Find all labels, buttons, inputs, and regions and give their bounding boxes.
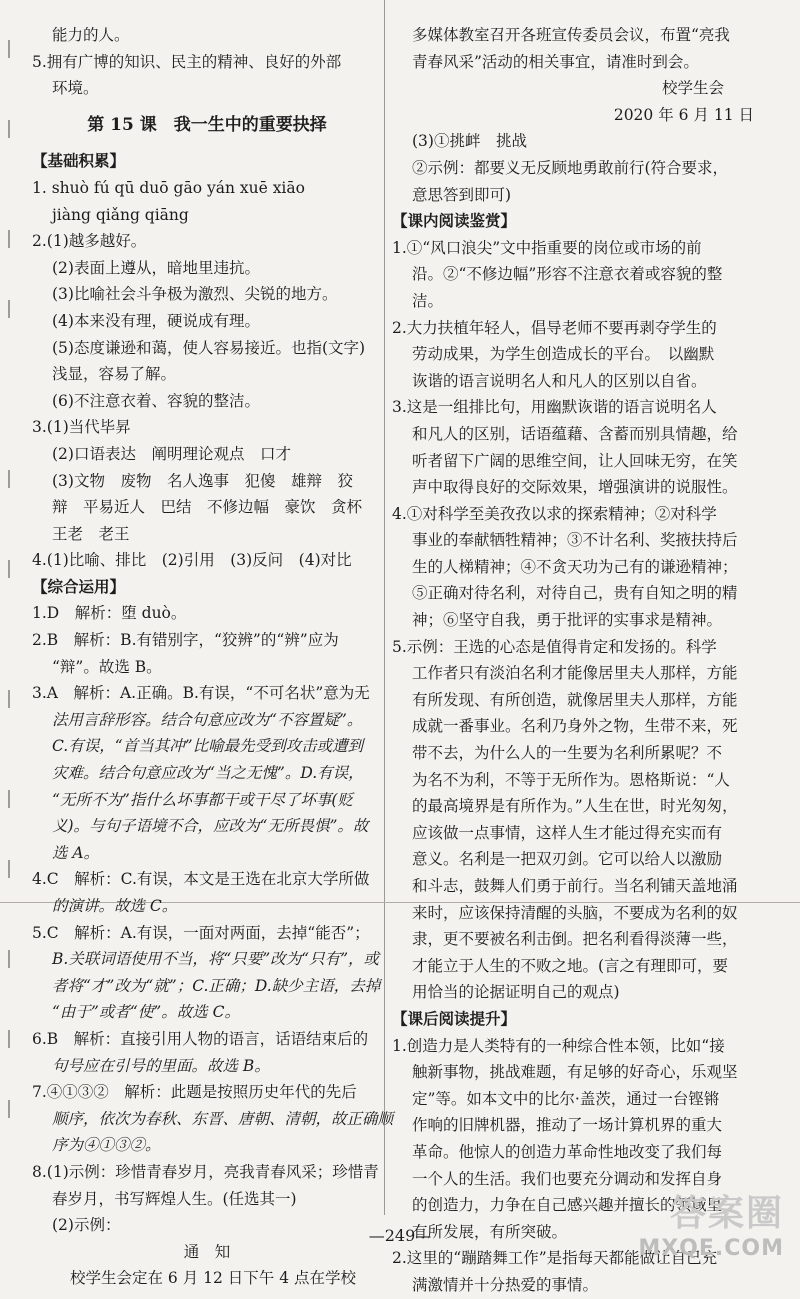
answer-line: 事业的奉献牺牲精神；③不计名利、奖掖扶持后 [412,531,738,550]
answer-line: 2.大力扶植年轻人，倡导老师不要再剥夺学生的 [392,318,717,337]
answer-line: C.有误，“首当其冲”比喻最先受到攻击或遭到 [52,737,364,756]
answer-line: 4.C 解析：C.有误，本文是王选在北京大学所做 [32,870,370,889]
watermark-site: MXQE.COM [638,1236,784,1261]
answer-line: 顺序，依次为春秋、东晋、唐朝、清朝，故正确顺 [52,1109,394,1128]
answer-line: 3.A 解析：A.正确。B.有误，“不可名状”意为无 [32,684,370,703]
answer-line: 选 A。 [52,843,100,862]
answer-line: “由于”或者“使”。故选 C。 [52,1003,240,1022]
answer-line: 听者留下广阔的思维空间，让人回味无穷，在笑 [412,451,738,470]
answer-line: 序为④①③②。 [52,1136,161,1155]
answer-line: 者将“才”改为“就”；C.正确；D.缺少主语，去掉 [52,976,381,995]
answer-line: 神；⑥坚守自我，勇于批评的实事求是精神。 [412,611,723,630]
answer-line: 的最高境界是有所作为。”人生在世，时光匆匆， [412,797,738,816]
answer-line: 1. shuò fú qū duō gāo yán xuē xiāo [32,178,305,197]
answer-line: 2.B 解析：B.有错别字，“狡辨”的“辨”应为 [32,631,339,650]
answer-line: (3)比喻社会斗争极为激烈、尖锐的地方。 [52,285,338,304]
column-divider [384,0,385,1215]
answer-line: 革命。他惊人的创造力革命性地改变了我们每 [412,1142,723,1161]
answer-line: 的创造力，力争在自己感兴趣并擅长的领域里 [412,1196,723,1215]
answer-line: 应该做一点事情，这样人生才能过得充实而有 [412,823,723,842]
notice-line: 多媒体教室召开各班宣传委员会议，布置“亮我 [412,26,730,44]
answer-line: 春岁月，书写辉煌人生。(任选其一) [52,1189,297,1208]
answer-line: 劳动成果，为学生创造成长的平台。 以幽默 [412,345,715,364]
answer-line: (2)口语表达 阐明理论观点 口才 [52,444,291,463]
notice-signature: 校学生会 [661,79,724,98]
answer-line: 8.(1)示例：珍惜青春岁月，亮我青春风采；珍惜青 [32,1162,379,1181]
answer-line: 为名不为利，不等于无所作为。恩格斯说：“人 [412,770,730,789]
answer-line: 4.(1)比喻、排比 (2)引用 (3)反问 (4)对比 [32,551,352,570]
answer-line: (3)①挑衅 挑战 [412,132,527,151]
answer-line: (3)文物 废物 名人逸事 犯傻 雄辩 狡 [52,471,353,490]
answer-line: 浅显，容易了解。 [52,365,177,384]
left-margin-edge [0,0,30,1273]
text-line: 5.拥有广博的知识、民主的精神、良好的外部 [32,52,342,71]
answer-line: 校学生会定在 6 月 12 日下午 4 点在学校 [70,1269,357,1288]
answer-line: 来时，应该保持清醒的头脑，不要成为名利的奴 [412,903,738,922]
answer-line: 诙谐的语言说明名人和凡人的区别以自省。 [412,371,707,390]
answer-line: 定”等。如本文中的比尔·盖茨，通过一台铿锵 [412,1089,720,1108]
answer-line: 义)。与句子语境不合，应改为“无所畏惧”。故 [52,817,369,836]
section-heading-apply: 【综合运用】 [32,576,126,596]
watermark-logo-text: 答案圈 [669,1193,784,1234]
text-line: 能力的人。 [52,26,130,44]
answer-line: ⑤正确对待名利，对待自己，贵有自知之明的精 [412,584,738,603]
section-heading-basic: 【基础积累】 [32,151,126,171]
right-column [392,22,762,1299]
notice-date: 2020 年 6 月 11 日 [613,105,754,124]
section-heading-after: 【课后阅读提升】 [392,1008,517,1028]
answer-line: ②示例：都要义无反顾地勇敢前行(符合要求， [412,158,729,177]
answer-line: 隶，更不要被名利击倒。把名利看得淡薄一些， [412,930,738,949]
answer-line: 声中取得良好的交际效果，增强演讲的说服性。 [412,478,738,497]
answer-line: 用恰当的论据证明自己的观点) [412,983,620,1002]
answer-line: 灾难。结合句意应改为“当之无愧”。D.有误， [52,764,364,783]
answer-line: 和斗志，鼓舞人们勇于前行。当名利铺天盖地涌 [412,877,738,895]
answer-line: 带不去，为什么人的一生要为名利所累呢？不 [412,744,723,763]
answer-line: (4)本来没有理，硬说成有理。 [52,311,260,330]
answer-line: 作响的旧牌机器，推动了一场计算机界的重大 [412,1116,723,1135]
answer-line: 句号应在引号的里面。故选 B。 [52,1056,270,1075]
text-line: 环境。 [52,79,99,98]
answer-line: (2)示例： [52,1216,121,1235]
answer-line: 王老 老王 [52,524,130,543]
answer-line: 2.(1)越多越好。 [32,232,147,251]
answer-line: (6)不注意衣着、容貌的整洁。 [52,391,260,410]
watermark-logo [638,1185,784,1261]
lesson-title: 第 15 课 我一生中的重要抉择 [87,114,327,135]
answer-line: 满激情并十分热爱的事情。 [412,1275,599,1294]
answer-line: 1.D 解析：堕 duò。 [32,604,187,623]
answer-line: “辩”。故选 B。 [52,657,162,676]
answer-line: 沿。②“不修边幅”形容不注意衣着或容貌的整 [412,265,723,284]
answer-line: 3.这是一组排比句，用幽默诙谐的语言说明名人 [392,398,717,417]
answer-line: 1.①“风口浪尖”文中指重要的岗位或市场的前 [392,238,702,257]
answer-line: 2.这里的“蹦踏舞工作”是指每天都能做让自己充 [392,1249,718,1268]
answer-line: 5.C 解析：A.有误，一面对两面，去掉“能否”； [32,923,370,942]
answer-line: 成就一番事业。名利乃身外之物，生带不来，死 [412,717,738,736]
answer-line: 和凡人的区别，话语蕴藉、含蓄而别具情趣，给 [412,424,738,443]
answer-line: 意思答到即可) [412,185,512,204]
answer-line: (5)态度谦逊和蔼，使人容易接近。也指(文字) [52,338,366,357]
answer-line: 7.④①③② 解析：此题是按照历史年代的先后 [32,1083,357,1102]
answer-line: 意义。名利是一把双刃剑。它可以给人以激励 [412,850,723,869]
answer-line: 洁。 [412,291,444,310]
notice-line: 青春风采”活动的相关事宜，请准时到会。 [412,52,699,71]
left-column [32,22,394,1292]
answer-line: 6.B 解析：直接引用人物的语言，话语结束后的 [32,1029,369,1048]
answer-line: 生的人梯精神；④不贪天功为己有的谦逊精神； [412,557,738,576]
answer-line: 工作者只有淡泊名利才能像居里夫人那样，方能 [412,664,738,683]
answer-line: 1.创造力是人类特有的一种综合性本领，比如“接 [392,1036,725,1055]
answer-line: 才能立于人生的不败之地。(言之有理即可，要 [412,956,729,975]
notice-title: 通 知 [183,1242,231,1261]
answer-line: (2)表面上遵从，暗地里违抗。 [52,258,260,277]
answer-line: 4.①对科学至美孜孜以求的探索精神；②对科学 [392,504,717,523]
answer-line: 的演讲。故选 C。 [52,897,178,915]
answer-line: 有所发展，有所突破。 [412,1222,568,1241]
answer-line: 法用言辞形容。结合句意应改为“不容置疑”。 [52,710,363,729]
answer-line: 一个人的生活。我们也要充分调动和发挥自身 [412,1169,723,1188]
answer-line: B.关联词语使用不当，将“只要”改为“只有”，或 [52,950,380,969]
page-number: —249— [368,1226,432,1245]
answer-line: 触新事物，挑战难题，有足够的好奇心，乐观坚 [412,1063,738,1082]
section-heading-inclass: 【课内阅读鉴赏】 [392,211,517,231]
answer-line: “无所不为”指什么坏事都干或干尽了坏事(贬 [52,790,353,809]
answer-line: 有所发现、有所创造，就像居里夫人那样，方能 [412,690,738,709]
answer-line: jiàng qiǎng qiāng [52,205,189,224]
answer-line: 辩 平易近人 巴结 不修边幅 豪饮 贪杯 [52,498,363,517]
answer-line: 5.示例：王选的心态是值得肯定和发扬的。科学 [392,637,717,656]
answer-line: 3.(1)当代毕昇 [32,418,131,437]
